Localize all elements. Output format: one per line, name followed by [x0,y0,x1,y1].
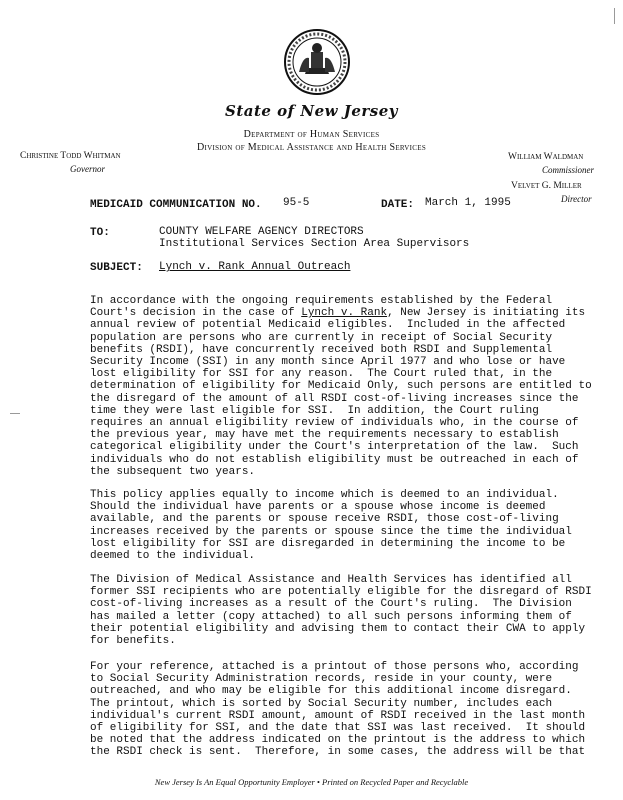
to-line-2: Institutional Services Section Area Supervisors [159,238,470,250]
director-name: Velvet G. Miller [511,181,582,191]
body-line: categorical eligibility under the Court's interpretation of the law. Such [90,441,579,454]
body-line: outreached, and who may be eligible for this additional income disregard. [90,685,572,698]
department-name: Department of Human Services [243,129,380,140]
body-line: be noted that the address indicated on the printout is the address to which [90,734,586,747]
body-paragraph-3 [90,574,592,648]
date-label: DATE: [381,199,415,211]
body-line: of eligibility for SSI, and the date that SSI was last received. It should [90,722,586,735]
body-line: lost eligibility for SSI are disregarded in determining the income to be [90,537,566,550]
body-line: This policy applies equally to income which is deemed to an individual. [90,489,559,501]
body-line: Should the individual have parents or a spouse whose income is deemed [90,501,546,514]
body-line: Security Income (SSI) in any month since April 1977 and who lose or have [90,356,566,369]
body-line: cost-of-living increases as a result of the Court's ruling. The Division [90,598,572,611]
body-line: individual's current RSDI amount, amount of RSDI received in the last month [90,709,586,722]
body-line: their potential eligibility and advising them to contact their CWA to apply [90,622,586,635]
body-line: annual review of potential Medicaid eligibles. Included in the affected [90,319,566,332]
communication-label: MEDICAID COMMUNICATION NO. [90,199,262,211]
division-name: Division of Medical Assistance and Health Services [196,142,427,153]
governor-title: Governor [70,164,105,174]
body-line: In accordance with the ongoing requirements established by the Federal [90,295,553,307]
body-line: former SSI recipients who are potentially eligible for the disregard of RSDI [90,586,592,599]
body-line: benefits (RSDI), have concurrently received both RSDI and Supplemental [90,343,553,356]
body-line: the previous year, may have met the requirements necessary to establish [90,429,559,442]
commissioner-title: Commissioner [542,165,595,175]
body-line: Court's decision in the case of Lynch v. Rank, New Jersey is initiating its [90,307,586,320]
governor-name: Christine Todd Whitman [20,151,121,161]
body-line: available, and the parents or spouse receive RSDI, those cost-of-living [90,513,559,526]
body-line: increases received by the parents or spouse since the time the individual [90,525,572,538]
body-line: for benefits. [90,635,176,648]
body-line: individuals who do not establish eligibility must be outreached in each of [90,453,579,466]
body-paragraph-4 [90,661,586,759]
body-line: For your reference, attached is a printout of those persons who, according [90,661,579,673]
body-line: The printout, which is sorted by Social Security number, includes each [90,697,553,710]
communication-number: 95-5 [283,197,310,209]
case-name: Lynch v. Rank [301,307,388,320]
scan-mark [10,413,20,414]
body-line: deemed to the individual. [90,550,256,563]
footer-text: New Jersey Is An Equal Opportunity Employer • Printed on Recycled Paper and Recyclable [154,777,469,787]
director-title: Director [561,194,592,204]
subject-label: SUBJECT: [90,262,143,274]
body-line: to Social Security Administration records, reside in your county, were [90,673,553,686]
body-line: has mailed a letter (copy attached) to all such persons informing them of [90,610,572,623]
body-paragraph-2 [90,489,572,563]
state-title: State of New Jersey [225,102,398,120]
commissioner-name: William Waldman [508,152,584,162]
date-value: March 1, 1995 [425,197,511,209]
body-line: requires an annual eligibility review of individuals who, in the course of [90,417,579,430]
scan-mark [614,8,615,24]
body-line: lost eligibility for SSI for any reason. The Court ruled that, in the [90,368,553,381]
body-line: the disregard of the amount of all RSDI cost-of-living increases since the [90,392,579,405]
to-label: TO: [90,227,110,239]
to-line-1: COUNTY WELFARE AGENCY DIRECTORS [159,226,364,238]
body-line: time they were last eligible for SSI. In addition, the Court ruling [90,404,539,417]
body-paragraph-1 [90,295,592,478]
body-line: the subsequent two years. [90,465,256,478]
subject-value: Lynch v. Rank Annual Outreach [159,261,351,273]
body-line: determination of eligibility for Medicaid Only, such persons are entitled to [90,380,592,393]
state-seal-icon [283,28,351,96]
body-line: the RSDI check is sent. Therefore, in some cases, the address will be that [90,746,586,759]
body-line: population are persons who are currently in receipt of Social Security [90,331,553,344]
body-line: The Division of Medical Assistance and Health Services has identified all [90,574,572,586]
